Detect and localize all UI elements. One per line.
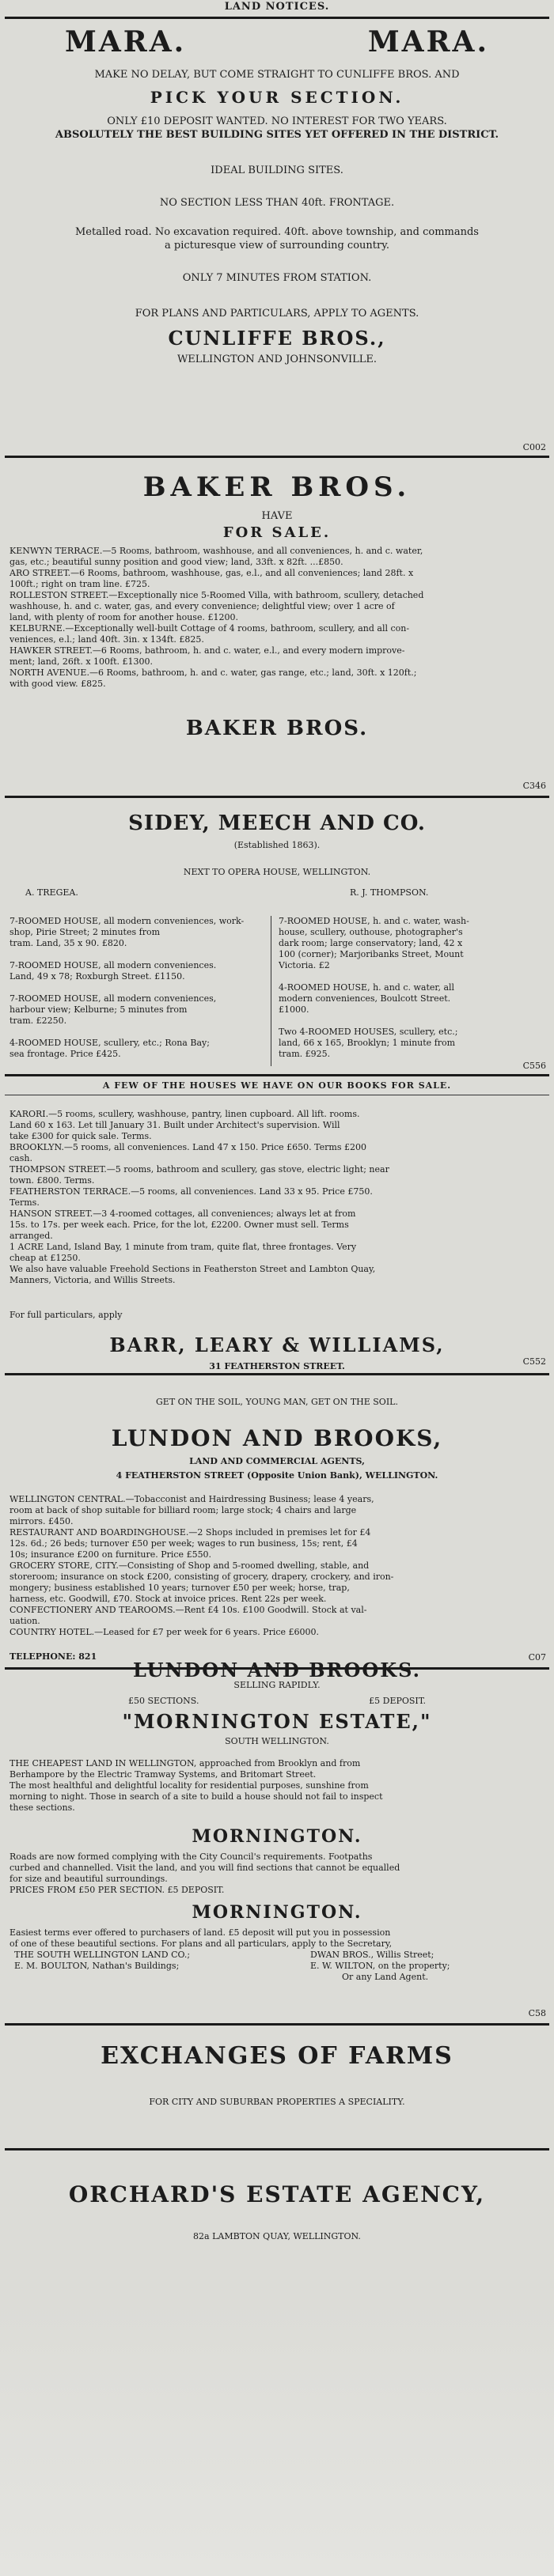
orchard-title: ORCHARD'S ESTATE AGENCY,: [68, 2181, 486, 2207]
mara-title-right: MARA.: [367, 25, 489, 59]
listing-line: harness, etc. Goodwill, £70. Stock at invoice prices. Rent 22s per week.: [9, 1594, 327, 1604]
divider: [5, 2148, 549, 2150]
listing-line: £1000.: [279, 1004, 309, 1015]
ad-lundon-brooks: [0, 1376, 554, 1681]
listing-line: Land, 49 x 78; Roxburgh Street. £1150.: [9, 971, 185, 982]
listing-line: 7-ROOMED HOUSE, all modern conveniences, work-: [9, 916, 245, 926]
listing-line: RESTAURANT AND BOARDINGHOUSE.—2 Shops included in premises let for £4: [9, 1527, 371, 1538]
listing-line: Two 4-ROOMED HOUSES, scullery, etc.;: [279, 1027, 458, 1037]
paragraph-line: curbed and channelled. Visit the land, and you will find sections that cannot be equalled: [9, 1863, 400, 1873]
listing-line: WELLINGTON CENTRAL.—Tobacconist and Hairdressing Business; lease 4 years,: [9, 1494, 374, 1504]
baker-title: BAKER BROS.: [142, 471, 412, 503]
listing-line: 4-ROOMED HOUSE, h. and c. water, all: [279, 982, 455, 993]
morn-title: "MORNINGTON ESTATE,": [122, 1710, 432, 1733]
listing-line: THOMPSON STREET.—5 rooms, bathroom and scullery, gas stove, electric light; near: [9, 1164, 389, 1175]
listing-line: land, 66 x 165, Brooklyn; 1 minute from: [279, 1038, 456, 1048]
baker-forsale: FOR SALE.: [222, 524, 332, 541]
paragraph-line: of one of these beautiful sections. For plans and all particulars, apply to the Secretary,: [9, 1939, 393, 1949]
barr-full: For full particulars, apply: [9, 1310, 123, 1320]
morn-paragraph-1: [9, 1758, 545, 1814]
listing-line: mirrors. £450.: [9, 1516, 74, 1526]
listing-line: [9, 949, 267, 960]
listing-line: 4-ROOMED HOUSE, scullery, etc.; Rona Bay;: [9, 1038, 210, 1048]
listing-line: CONFECTIONERY AND TEAROOMS.—Rent £4 10s. £100 Goodwill. Stock at val-: [9, 1605, 367, 1615]
mara-agent: CUNLIFFE BROS.,: [168, 327, 386, 350]
header-title: LAND NOTICES.: [224, 1, 330, 13]
morn-sections: £50 SECTIONS.: [128, 1696, 199, 1706]
listing-line: 7-ROOMED HOUSE, all modern conveniences.: [9, 960, 217, 970]
ad-baker-bros: [0, 460, 554, 794]
orchard-address: 82a LAMBTON QUAY, WELLINGTON.: [193, 2231, 361, 2241]
listing-line: ARO STREET.—6 Rooms, bathroom, washhouse, gas, e.l., and all conveniences; land 28ft. x: [9, 568, 414, 578]
morn-south: SOUTH WELLINGTON.: [225, 1736, 329, 1746]
morn-paragraph-2: [9, 1852, 545, 1896]
ad-exchanges: [0, 2026, 554, 2145]
mara-line2: PICK YOUR SECTION.: [150, 88, 404, 107]
paragraph-line: THE CHEAPEST LAND IN WELLINGTON, approached from Brooklyn and from: [9, 1758, 361, 1768]
mara-line7: Metalled road. No excavation required. 40ft. above township, and commands: [75, 226, 479, 238]
listing-line: Land 60 x 163. Let till January 31. Built under Architect's supervision. Will: [9, 1120, 340, 1130]
listing-line: 12s. 6d.; 26 beds; turnover £50 per week; wages to run business, 15s; rent, £4: [9, 1538, 358, 1549]
morn-sig2-left: E. M. BOULTON, Nathan's Buildings;: [14, 1961, 180, 1971]
divider: [5, 1373, 549, 1375]
listing-line: [279, 1016, 540, 1027]
listing-line: [279, 971, 540, 982]
divider: [5, 1074, 549, 1076]
listing-line: 10s; insurance £200 on furniture. Price £550.: [9, 1549, 212, 1560]
listing-line: Manners, Victoria, and Willis Streets.: [9, 1275, 176, 1285]
listing-line: veniences, e.l.; land 40ft. 3in. x 134ft. £825.: [9, 634, 204, 645]
listing-line: KENWYN TERRACE.—5 Rooms, bathroom, washhouse, and all conveniences, h. and c. water,: [9, 546, 423, 556]
listing-line: FEATHERSTON TERRACE.—5 rooms, all conveniences. Land 33 x 95. Price £750.: [9, 1186, 373, 1197]
mara-line4: ABSOLUTELY THE BEST BUILDING SITES YET OFFERED IN THE DISTRICT.: [55, 129, 499, 141]
divider: [5, 1667, 549, 1670]
ad-orchard: [0, 2153, 554, 2295]
ad-sidey-meech: [0, 800, 554, 1072]
listing-line: tram. £2250.: [9, 1016, 67, 1026]
page-bottom-margin: [0, 2302, 554, 2576]
divider: [5, 17, 549, 19]
listing-line: washhouse, h. and c. water, gas, and every convenience; delightful view; over 1 acre of: [9, 601, 395, 611]
morn-selling: SELLING RAPIDLY.: [233, 1680, 321, 1690]
listing-line: modern conveniences, Boulcott Street.: [279, 993, 451, 1004]
barr-name: BARR, LEARY & WILLIAMS,: [109, 1333, 445, 1356]
lundon-title: LUNDON AND BROOKS,: [111, 1425, 443, 1451]
lundon-soil: GET ON THE SOIL, YOUNG MAN, GET ON THE SOIL.: [156, 1397, 398, 1407]
listing-line: KARORI.—5 rooms, scullery, washhouse, pantry, linen cupboard. All lift. rooms.: [9, 1109, 360, 1119]
paragraph-line: Roads are now formed complying with the City Council's requirements. Footpaths: [9, 1852, 373, 1862]
listing-line: dark room; large conservatory; land, 42 x: [279, 938, 463, 948]
listing-line: storeroom; insurance on stock £200, consisting of grocery, drapery, crockery, and iron-: [9, 1572, 394, 1582]
lundon-telephone: TELEPHONE: 821: [9, 1651, 97, 1662]
listing-line: We also have valuable Freehold Sections in Featherston Street and Lambton Quay,: [9, 1264, 376, 1274]
mara-line3: ONLY £10 DEPOSIT WANTED. NO INTEREST FOR TWO YEARS.: [107, 115, 447, 127]
listing-line: BROOKLYN.—5 rooms, all conveniences. Land 47 x 150. Price £650. Terms £200: [9, 1142, 366, 1152]
mara-line10: FOR PLANS AND PARTICULARS, APPLY TO AGENTS.: [135, 308, 419, 320]
listing-line: 7-ROOMED HOUSE, all modern conveniences,: [9, 993, 217, 1004]
exchanges-sub: FOR CITY AND SUBURBAN PROPERTIES A SPECIALITY.: [149, 2097, 405, 2107]
listing-line: HAWKER STREET.—6 Rooms, bathroom, h. and c. water, e.l., and every modern improve-: [9, 645, 405, 656]
sidey-right-name: R. J. THOMPSON.: [350, 887, 429, 898]
mara-line1: MAKE NO DELAY, BUT COME STRAIGHT TO CUNLIFFE BROS. AND: [94, 69, 460, 81]
listing-line: GROCERY STORE, CITY.—Consisting of Shop and 5-roomed dwelling, stable, and: [9, 1560, 370, 1571]
listing-line: gas, etc.; beautiful sunny position and good view; land, 33ft. x 82ft. ...£850.: [9, 557, 343, 567]
morn-sig2-right: E. W. WILTON, on the property;: [310, 1961, 450, 1971]
listing-line: cheap at £1250.: [9, 1253, 81, 1263]
sidey-next: NEXT TO OPERA HOUSE, WELLINGTON.: [183, 867, 371, 877]
listing-line: 100 (corner); Marjoribanks Street, Mount: [279, 949, 464, 959]
listing-line: town. £800. Terms.: [9, 1175, 95, 1186]
lundon-ref: C07: [528, 1652, 546, 1662]
listing-line: uation.: [9, 1616, 40, 1626]
sidey-left-column: [9, 916, 267, 1060]
barr-banner: A FEW OF THE HOUSES WE HAVE ON OUR BOOKS FOR SALE.: [102, 1080, 452, 1091]
listing-line: take £300 for quick sale. Terms.: [9, 1131, 152, 1141]
mara-line9: ONLY 7 MINUTES FROM STATION.: [182, 272, 372, 284]
listing-line: sea frontage. Price £425.: [9, 1049, 121, 1059]
sidey-title: SIDEY, MEECH AND CO.: [128, 811, 426, 835]
morn-ref: C58: [528, 2008, 546, 2018]
sidey-left-name: A. TREGEA.: [25, 887, 78, 898]
morn-deposit: £5 DEPOSIT.: [369, 1696, 426, 1706]
listing-line: NORTH AVENUE.—6 Rooms, bathroom, h. and c. water, gas range, etc.; land, 30ft. x 120ft.;: [9, 668, 417, 678]
ad-mornington: [0, 1670, 554, 2022]
listing-line: cash.: [9, 1153, 32, 1163]
listing-line: shop, Pirie Street; 2 minutes from: [9, 927, 161, 937]
barr-street: 31 FEATHERSTON STREET.: [209, 1361, 345, 1371]
morn-sig1-left: THE SOUTH WELLINGTON LAND CO.;: [14, 1950, 191, 1960]
listing-line: 1 ACRE Land, Island Bay, 1 minute from tram, quite flat, three frontages. Very: [9, 1242, 357, 1252]
paragraph-line: these sections.: [9, 1802, 75, 1813]
sidey-right-column: [279, 916, 540, 1060]
listing-line: house, scullery, outhouse, photographer's: [279, 927, 463, 937]
listing-line: 100ft.; right on tram line. £725.: [9, 579, 150, 589]
divider: [5, 456, 549, 458]
divider: [5, 796, 549, 798]
listing-line: tram. Land, 35 x 90. £820.: [9, 938, 127, 948]
listing-line: mongery; business established 10 years; turnover £50 per week; horse, trap,: [9, 1583, 350, 1593]
barr-ref: C552: [522, 1356, 546, 1367]
listing-line: with good view. £825.: [9, 679, 106, 689]
morn-sig1-right: DWAN BROS., Willis Street;: [310, 1950, 434, 1960]
paragraph-line: Easiest terms ever offered to purchasers of land. £5 deposit will put you in possession: [9, 1927, 391, 1938]
mara-line5: IDEAL BUILDING SITES.: [211, 165, 343, 176]
morn-heading-3: MORNINGTON.: [192, 1902, 362, 1923]
lundon-footer: LUNDON AND BROOKS.: [133, 1659, 421, 1681]
listing-line: HANSON STREET.—3 4-roomed cottages, all conveniences; always let at from: [9, 1209, 356, 1219]
mara-line8: a picturesque view of surrounding country.: [165, 240, 389, 252]
mara-address: WELLINGTON AND JOHNSONVILLE.: [176, 354, 378, 365]
baker-listings: [9, 546, 545, 690]
ad-barr-leary: [0, 1077, 554, 1371]
listing-line: harbour view; Kelburne; 5 minutes from: [9, 1004, 188, 1015]
listing-line: 7-ROOMED HOUSE, h. and c. water, wash-: [279, 916, 469, 926]
sidey-ref: C556: [522, 1061, 546, 1071]
listing-line: Victoria. £2: [279, 960, 330, 970]
listing-line: Terms.: [9, 1197, 40, 1208]
baker-ref: C346: [522, 781, 546, 791]
lundon-listings: [9, 1494, 545, 1638]
listing-line: COUNTRY HOTEL.—Leased for £7 per week for 6 years. Price £6000.: [9, 1627, 320, 1637]
barr-listings: [9, 1109, 545, 1286]
section-header: [0, 0, 554, 17]
morn-sig3: Or any Land Agent.: [342, 1972, 429, 1982]
listing-line: ment; land, 26ft. x 100ft. £1300.: [9, 656, 153, 667]
listing-line: 15s. to 17s. per week each. Price, for the lot, £2200. Owner must sell. Terms: [9, 1220, 349, 1230]
listing-line: room at back of shop suitable for billiard room; large stock; 4 chairs and large: [9, 1505, 357, 1515]
exchanges-title: EXCHANGES OF FARMS: [101, 2042, 453, 2070]
baker-have: HAVE: [261, 510, 293, 522]
sidey-est: (Established 1863).: [233, 840, 321, 850]
lundon-address: 4 FEATHERSTON STREET (Opposite Union Bank), WELLINGTON.: [116, 1470, 438, 1481]
paragraph-line: Berhampore by the Electric Tramway Systems, and Britomart Street.: [9, 1769, 317, 1780]
listing-line: land, with plenty of room for another house. £1200.: [9, 612, 238, 622]
listing-line: tram. £925.: [279, 1049, 331, 1059]
paragraph-line: morning to night. Those in search of a site to build a house should not fail to inspect: [9, 1791, 383, 1802]
baker-footer: BAKER BROS.: [185, 717, 369, 740]
listing-line: arranged.: [9, 1231, 53, 1241]
listing-line: [9, 982, 267, 993]
listing-line: [9, 1027, 267, 1038]
divider: [5, 2023, 549, 2026]
mara-ref: C002: [522, 442, 546, 452]
mara-line6: NO SECTION LESS THAN 40ft. FRONTAGE.: [159, 197, 395, 209]
paragraph-line: PRICES FROM £50 PER SECTION. £5 DEPOSIT.: [9, 1885, 225, 1895]
listing-line: KELBURNE.—Exceptionally well-built Cottage of 4 rooms, bathroom, scullery, and all con-: [9, 623, 410, 634]
lundon-sub: LAND AND COMMERCIAL AGENTS,: [189, 1456, 365, 1466]
listing-line: ROLLESTON STREET.—Exceptionally nice 5-Roomed Villa, with bathroom, scullery, detached: [9, 590, 424, 600]
morn-paragraph-3: [9, 1927, 545, 1950]
ad-mara: [0, 21, 554, 454]
mara-title-left: MARA.: [65, 25, 187, 59]
paragraph-line: The most healthful and delightful locality for residential purposes, sunshine from: [9, 1780, 369, 1791]
morn-heading-2: MORNINGTON.: [192, 1826, 362, 1847]
paragraph-line: for size and beautiful surroundings.: [9, 1874, 168, 1884]
